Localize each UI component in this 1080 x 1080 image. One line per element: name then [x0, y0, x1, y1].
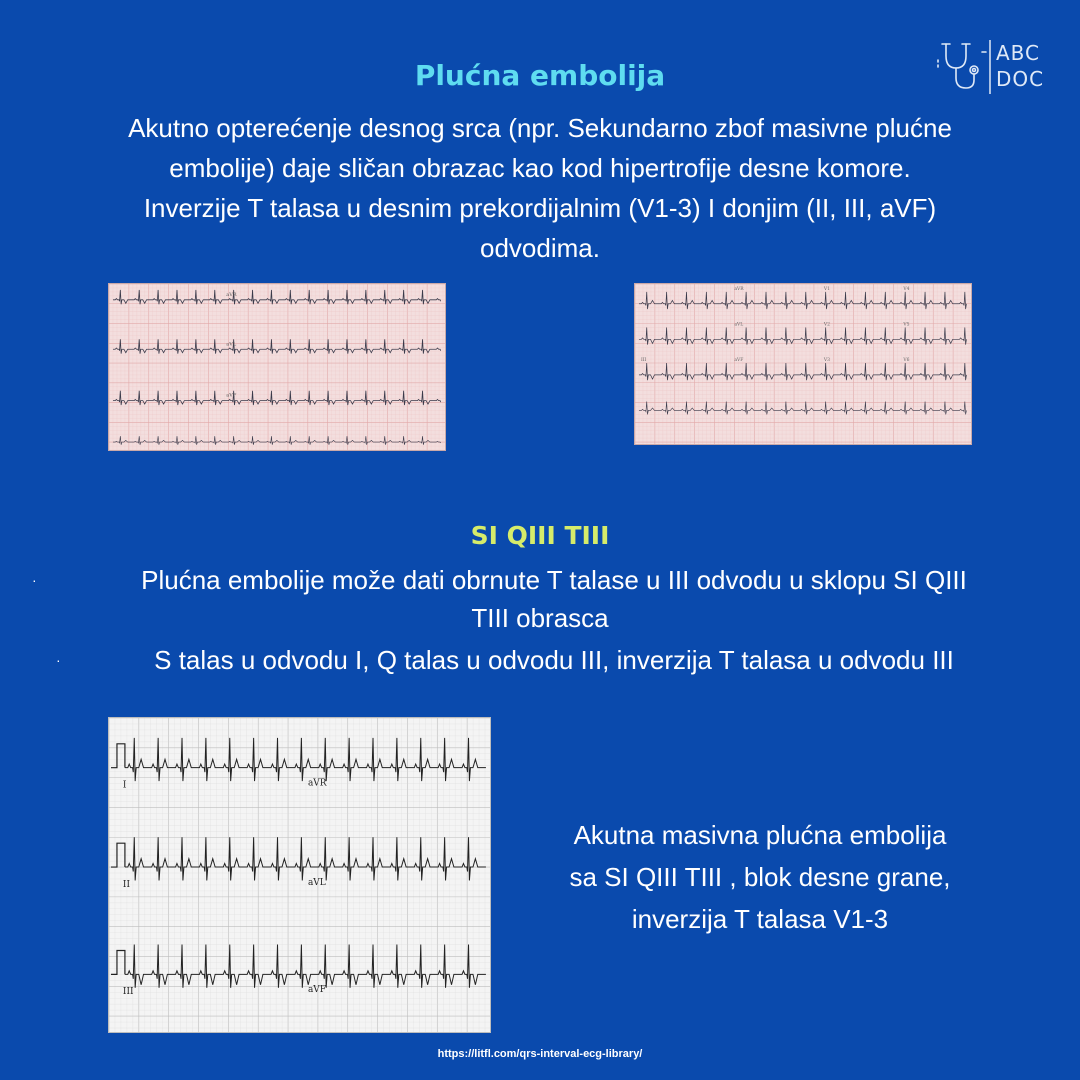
ecg-image-bottom — [108, 717, 491, 1033]
ecg-trace — [113, 436, 441, 445]
intro-line-3: Inverzije T talasa u desnim prekordijalnim (V1-3) I donjim (II, III, aVF) — [143, 193, 937, 223]
ecg-lead-label: aVF — [307, 985, 326, 996]
logo-text-line1: ABC — [996, 41, 1041, 65]
ecg-lead-label: V5 — [903, 322, 910, 328]
ecg-lead-label: aVF — [226, 392, 237, 399]
bullet-1-line-1 — [0, 560, 1080, 600]
ecg-lead-label: III — [640, 358, 647, 364]
caption-line-3: inverzija T talasa V1-3 — [631, 904, 889, 934]
ecg-lead-label: aVL — [307, 877, 326, 888]
intro-line-1: Akutno opterećenje desnog srca (npr. Sekundarno zbof masivne plućne — [128, 113, 952, 143]
bullet-marker: · — [56, 652, 61, 668]
section-title: SI QIII TIII — [470, 521, 610, 550]
ecg-lead-label: I — [122, 780, 127, 791]
ecg-lead-label: V6 — [903, 358, 910, 364]
ecg-lead-label: aVR — [226, 291, 237, 298]
ecg-caption — [520, 814, 1000, 940]
ecg-lead-label: aVF — [734, 358, 744, 364]
ecg-lead-label: V3 — [823, 358, 830, 364]
ecg-strip-bottom — [109, 718, 490, 1032]
ecg-lead-label: II — [122, 879, 130, 890]
ecg-trace — [113, 290, 441, 304]
ecg-strip-left — [109, 284, 445, 450]
ecg-trace — [113, 391, 441, 405]
intro-line-4: odvodima. — [480, 233, 600, 263]
ecg-image-right — [634, 283, 972, 445]
ecg-lead-label: V1 — [823, 286, 830, 292]
ecg-lead-label: aVL — [734, 322, 744, 328]
ecg-lead-label: V4 — [903, 286, 910, 292]
ecg-grid — [109, 284, 445, 450]
ecg-strip-right — [635, 284, 971, 444]
ecg-trace — [125, 945, 486, 988]
bullet-marker: · — [32, 572, 37, 588]
intro-line-2: embolije) daje sličan obrazac kao kod hipertrofije desne komore. — [169, 153, 911, 183]
stethoscope-icon — [932, 38, 992, 96]
bullet-1-line-2: TIII obrasca — [471, 603, 609, 633]
ecg-lead-label: V2 — [823, 322, 830, 328]
ecg-calibration-pulse — [111, 744, 125, 768]
page-title: Plućna embolija — [414, 59, 666, 92]
ecg-trace — [125, 738, 486, 781]
caption-line-2: sa SI QIII TIII , blok desne grane, — [569, 862, 951, 892]
bullet-1-text: Plućna embolije može dati obrnute T talase u III odvodu u sklopu SI QIII — [141, 565, 967, 595]
source-url[interactable]: https://litfl.com/qrs-interval-ecg-library/ — [437, 1048, 643, 1060]
ecg-lead-label: III — [122, 987, 134, 998]
logo-divider — [988, 38, 992, 96]
ecg-grid — [635, 284, 971, 444]
caption-line-1: Akutna masivna plućna embolija — [573, 820, 947, 850]
logo-text-line2: DOC — [996, 67, 1045, 91]
ecg-image-left — [108, 283, 446, 451]
intro-paragraph — [40, 108, 1040, 268]
ecg-lead-label: aVR — [307, 778, 327, 789]
bullet-2-text: S talas u odvodu I, Q talas u odvodu III, inverzija T talasa u odvodu III — [154, 645, 954, 675]
ecg-trace — [125, 837, 486, 880]
ecg-lead-label: aVR — [734, 286, 744, 292]
bullet-2 — [0, 640, 1080, 680]
ecg-lead-label: aVL — [226, 341, 237, 348]
ecg-trace — [113, 339, 441, 353]
logo-text — [996, 40, 1044, 92]
abc-doc-logo — [932, 38, 1045, 96]
